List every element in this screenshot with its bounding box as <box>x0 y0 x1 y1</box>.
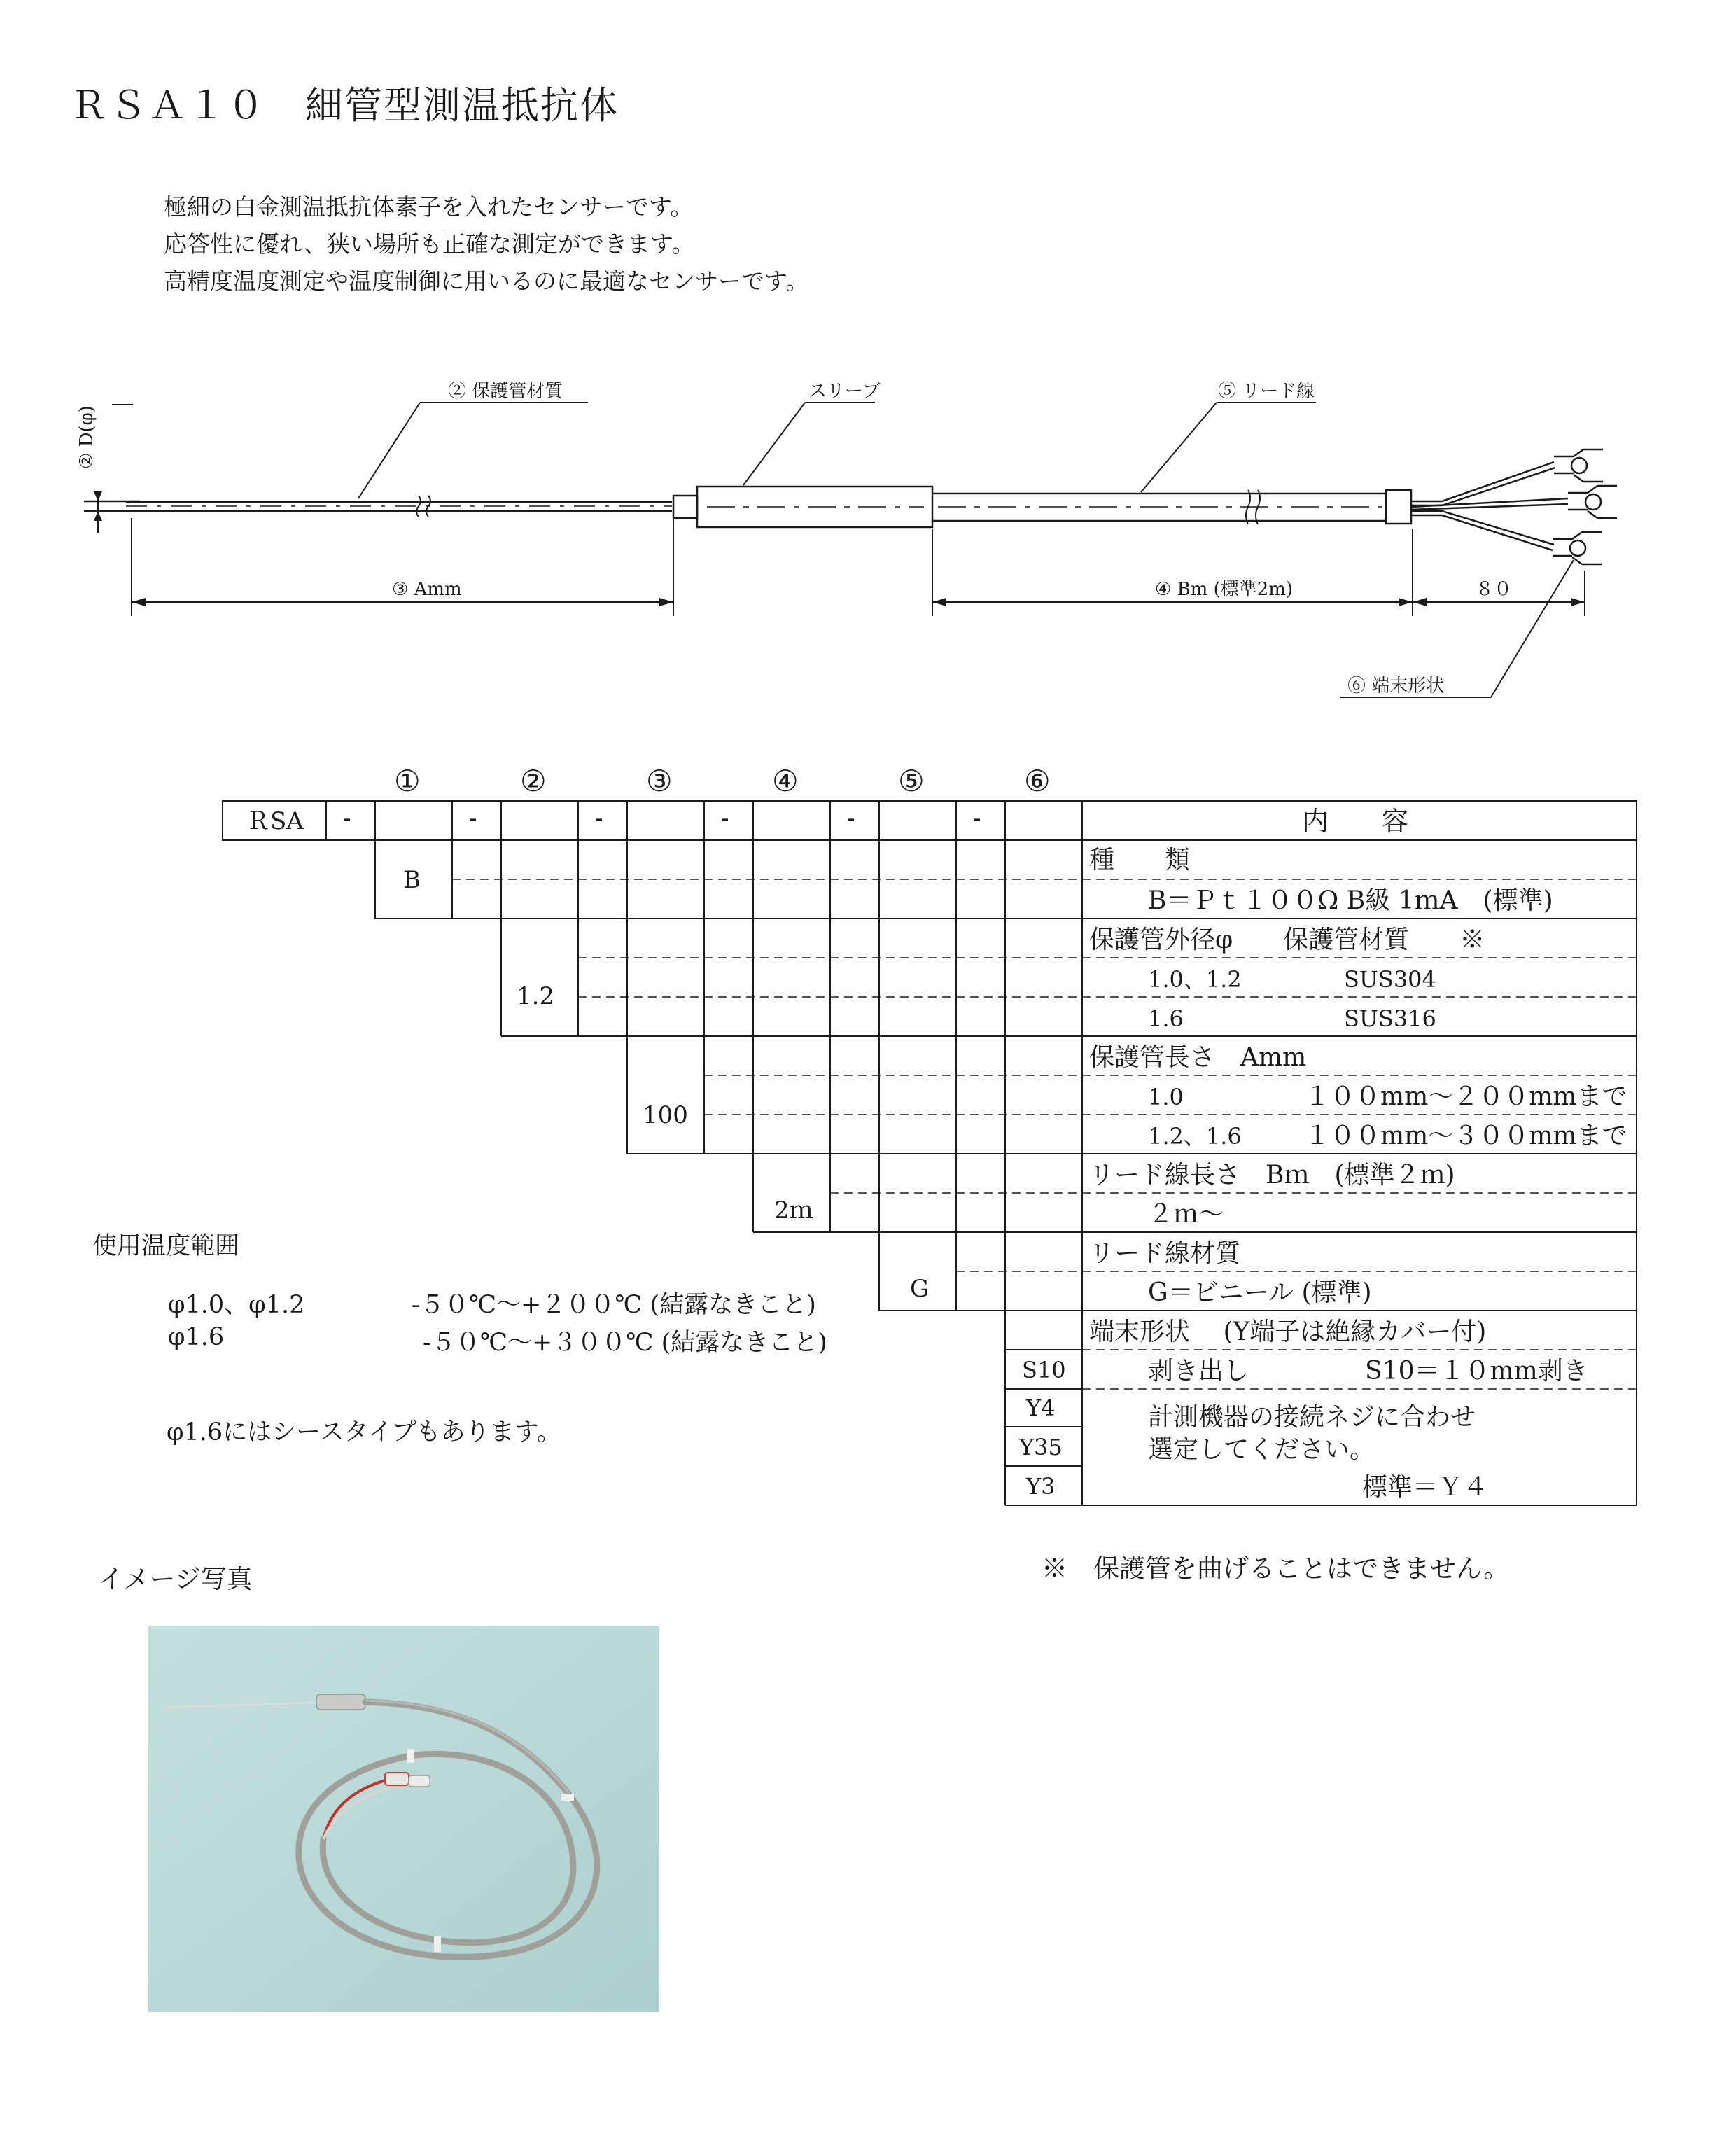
type-title: 種 類 <box>1089 846 1191 874</box>
length-row1-range: １００mm～２００mmまで <box>1305 1082 1628 1111</box>
label-terminal-shape: ⑥ 端末形状 <box>1348 676 1445 697</box>
col-number-4: ④ <box>772 764 799 798</box>
temp-row-1-dia: φ1.0、φ1.2 <box>168 1291 305 1319</box>
temp-row-2-range: -５０℃～+３００℃ (結露なきこと) <box>423 1329 827 1357</box>
col-number-3: ③ <box>646 764 673 798</box>
lead-material-value: G＝ビニール (標準) <box>1148 1278 1372 1307</box>
type-value: B＝Ｐｔ１００Ω B級 1ｍA (標準) <box>1148 886 1553 915</box>
label-lead-wire: ⑤ リード線 <box>1218 381 1315 402</box>
terminal-standard: 標準＝Ｙ４ <box>1362 1473 1489 1502</box>
dash-4: - <box>721 804 729 832</box>
code-terminal-y3: Y3 <box>1026 1473 1056 1500</box>
terminal-y-note-2: 選定してください。 <box>1148 1435 1376 1464</box>
lead-length-title: リード線長さ Bｍ (標準２ｍ) <box>1089 1161 1455 1189</box>
code-terminal-s10: S10 <box>1022 1357 1066 1383</box>
intro-line-1: 極細の白金測温抵抗体素子を入れたセンサーです。 <box>164 193 694 221</box>
code-lead: G <box>910 1275 930 1303</box>
product-photo <box>148 1626 659 2012</box>
sheath-type-note: φ1.6にはシースタイプもあります。 <box>167 1418 561 1446</box>
terminal-title: 端末形状 (Y端子は絶縁カバー付) <box>1089 1318 1487 1346</box>
length-title: 保護管長さ Amm <box>1089 1043 1307 1072</box>
intro-line-3: 高精度温度測定や温度制御に用いるのに最適なセンサーです。 <box>164 267 809 295</box>
dash-2: - <box>469 804 477 832</box>
dim-a-label: ③ Amm <box>392 579 462 600</box>
prefix-cell: ＲSA <box>246 807 304 835</box>
code-length-a: 100 <box>643 1101 688 1129</box>
lead-material-title: リード線材質 <box>1089 1239 1241 1268</box>
dim-b-label: ④ Bm (標準2m) <box>1155 579 1294 600</box>
bend-note: ※ 保護管を曲げることはできません。 <box>1042 1554 1510 1584</box>
terminal-s10-value: S10＝１０mm剥き <box>1365 1357 1588 1385</box>
sheath-row2-dia: 1.6 <box>1148 1005 1184 1032</box>
model-code-table <box>0 756 1736 1526</box>
col-number-5: ⑤ <box>898 764 925 798</box>
length-row1-dia: 1.0 <box>1148 1084 1184 1110</box>
length-row2-range: １００mm～３００mmまで <box>1305 1122 1628 1150</box>
sensor-drawing <box>0 350 1736 714</box>
col-number-1: ① <box>394 764 421 798</box>
intro-line-2: 応答性に優れ、狭い場所も正確な測定ができます。 <box>164 230 695 258</box>
contents-header: 内 容 <box>1302 806 1409 837</box>
photo-label: イメージ写真 <box>98 1564 253 1594</box>
temp-row-2-dia: φ1.6 <box>168 1323 225 1351</box>
sheath-title: 保護管外径φ 保護管材質 ※ <box>1089 926 1485 954</box>
dash-6: - <box>973 804 981 832</box>
page-title: ＲＳＡ１０ 細管型測温抵抗体 <box>70 83 619 127</box>
col-number-2: ② <box>520 764 547 798</box>
code-diameter: 1.2 <box>517 982 555 1010</box>
code-terminal-y35: Y35 <box>1019 1434 1063 1460</box>
temperature-heading: 使用温度範囲 <box>92 1232 240 1260</box>
label-sleeve: スリーブ <box>808 381 881 402</box>
terminal-y-note-1: 計測機器の接続ネジに合わせ <box>1148 1403 1476 1432</box>
temp-row-1-range: -５０℃～+２００℃ (結露なきこと) <box>412 1291 816 1319</box>
label-sheath-material: ② 保護管材質 <box>448 381 564 402</box>
col-number-6: ⑥ <box>1024 764 1051 798</box>
code-terminal-y4: Y4 <box>1026 1395 1056 1421</box>
code-type: B <box>403 866 421 894</box>
sheath-row1-dia: 1.0、1.2 <box>1148 966 1242 993</box>
dash-3: - <box>595 804 603 832</box>
label-diameter: ② D(φ) <box>76 405 97 469</box>
dash-1: - <box>343 804 351 832</box>
dim-80-label: ８０ <box>1476 579 1513 600</box>
sheath-row1-mat: SUS304 <box>1344 966 1436 993</box>
terminal-s10-name: 剥き出し <box>1148 1357 1250 1385</box>
sheath-row2-mat: SUS316 <box>1344 1005 1436 1032</box>
dash-5: - <box>847 804 855 832</box>
length-row2-dia: 1.2、1.6 <box>1148 1123 1242 1150</box>
code-length-b: 2ｍ <box>774 1196 813 1224</box>
lead-length-value: ２ｍ～ <box>1148 1200 1224 1229</box>
